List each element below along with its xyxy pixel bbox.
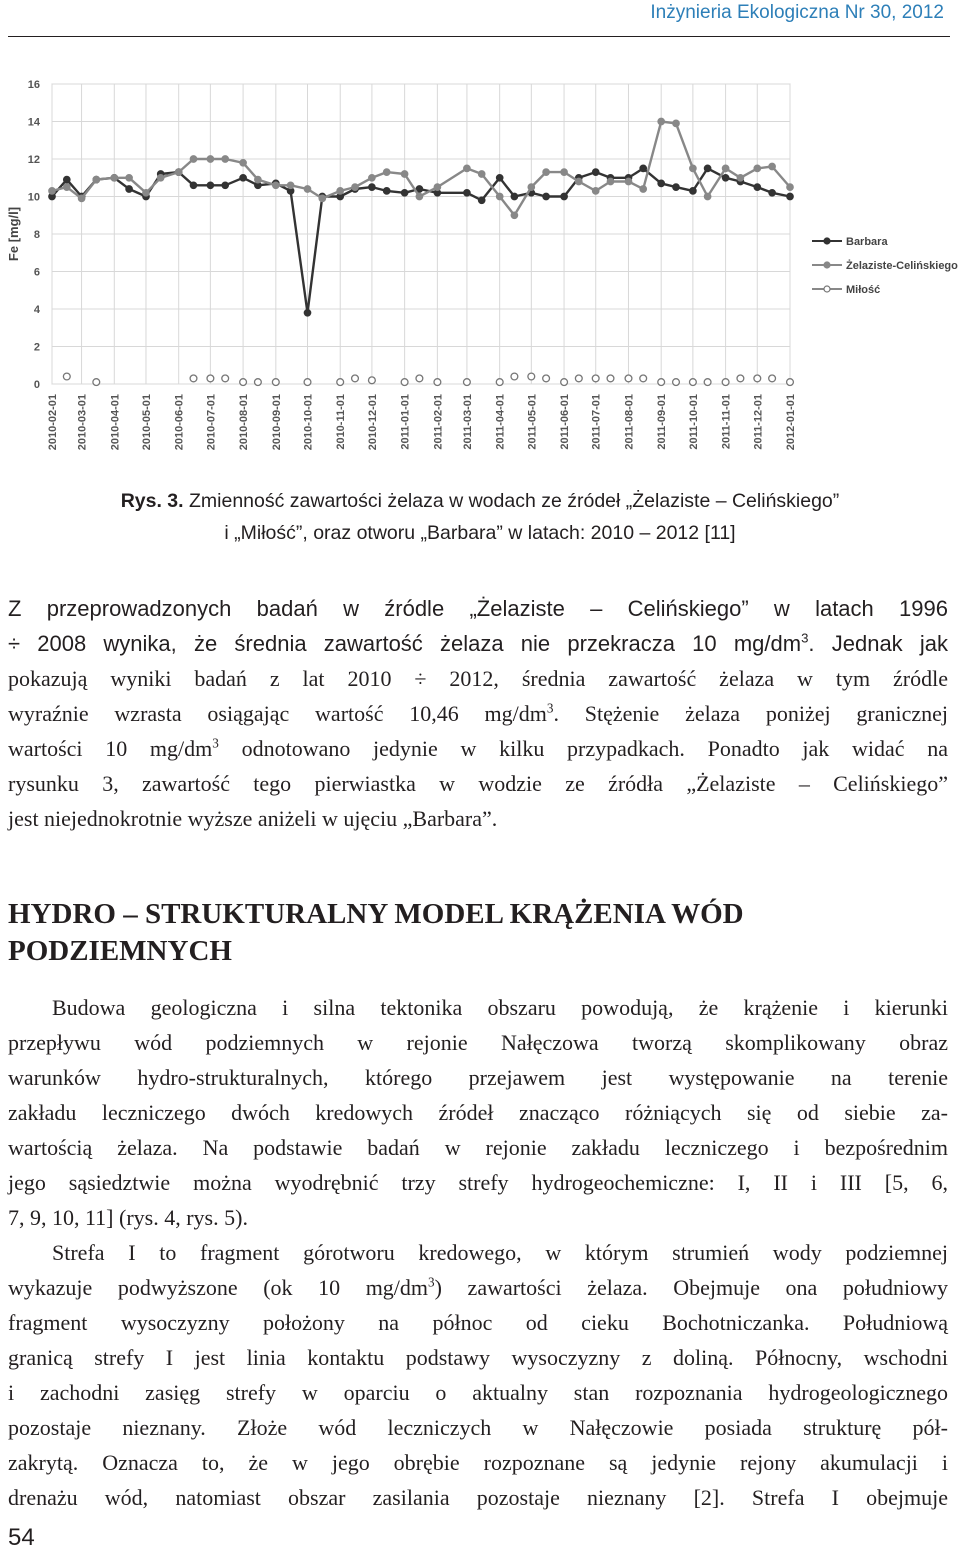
paragraph-text: . Stężenie żelaza poniżej granicznej (553, 701, 948, 726)
data-point (240, 175, 246, 181)
y-tick-label: 12 (27, 154, 40, 166)
data-point (304, 310, 310, 316)
data-point (369, 184, 375, 190)
data-point (190, 156, 196, 162)
paragraph-text: ) zawartości żelaza. Obejmuje ona południowy (434, 1275, 949, 1300)
figure-caption-text1: Zmienność zawartości żelaza w wodach ze źródeł „Żelaziste – Celińskiego” (189, 490, 840, 512)
running-header (0, 2, 960, 38)
data-point (625, 178, 631, 184)
data-point (576, 178, 582, 184)
x-tick-label: 2010-04-01 (109, 394, 122, 451)
data-point (287, 182, 293, 188)
section-heading-line1: HYDRO – STRUKTURALNY MODEL KRĄŻENIA WÓD (8, 898, 744, 930)
data-point (126, 175, 132, 181)
paragraph-line: przepływu wód podziemnych w rejonie Nałęczowa tworzą skomplikowany obraz (8, 1030, 948, 1055)
data-point (543, 375, 550, 382)
series-line (52, 122, 790, 216)
paragraph-text: wykazuje podwyższone (ok 10 mg/dm (8, 1275, 429, 1300)
data-point (511, 373, 518, 380)
paragraph-line (8, 731, 948, 766)
data-point (479, 197, 485, 203)
data-point (673, 120, 679, 126)
paragraph-line (8, 696, 948, 731)
data-point (673, 184, 679, 190)
data-point (769, 375, 776, 382)
data-point (704, 193, 710, 199)
paragraph-text: wyraźnie wzrasta osiągając wartość 10,46 mg/dm (8, 701, 547, 726)
data-point (497, 175, 503, 181)
data-point (737, 175, 743, 181)
data-point (704, 165, 710, 171)
data-point (416, 375, 423, 382)
data-point (255, 379, 262, 386)
paragraph-text: odnotowano jedynie w kilku przypadkach. Ponadto jak widać na (218, 736, 948, 761)
figure-label: Rys. 3. (120, 490, 184, 512)
paragraph-line: i zachodni zasięg strefy w oparciu o aktualny stan rozpoznania hydrogeologicznego (8, 1380, 948, 1405)
data-point (384, 188, 390, 194)
data-point (787, 379, 794, 386)
data-point (63, 373, 70, 380)
paragraph-line: zakrytą. Oznacza to, że w jego obrębie rozpoznane są jedynie rejony akumulacji i (8, 1450, 948, 1475)
superscript: 3 (801, 630, 809, 646)
legend-label: Miłość (846, 284, 881, 296)
paragraph-text: ÷ 2008 wynika, że średnia zawartość żelaza nie przekracza 10 mg/dm (8, 631, 802, 656)
data-point (93, 176, 99, 182)
x-tick-label: 2011-11-01 (720, 394, 733, 450)
data-point (690, 379, 697, 386)
x-tick-label: 2011-07-01 (590, 394, 603, 450)
paragraph-text: wartości 10 mg/dm (8, 736, 213, 761)
x-tick-label: 2011-04-01 (494, 394, 507, 450)
x-tick-label: 2010-02-01 (47, 394, 59, 451)
data-point (640, 186, 646, 192)
x-tick-label: 2010-11-01 (335, 394, 348, 450)
data-point (337, 188, 343, 194)
paragraph-line (8, 1270, 948, 1305)
legend-label: Barbara (846, 236, 888, 248)
x-tick-label: 2011-09-01 (656, 394, 669, 450)
x-tick-label: 2011-05-01 (526, 394, 539, 450)
data-point (222, 182, 228, 188)
paragraph-line: pozostaje nieznany. Złoże wód leczniczych w Nałęczowie posiada strukturę pół- (8, 1415, 948, 1440)
x-tick-label: 2010-09-01 (270, 394, 283, 451)
y-tick-label: 0 (33, 379, 40, 391)
data-point (401, 171, 407, 177)
data-point (722, 379, 729, 386)
paragraph-line: Strefa I to fragment górotworu kredowego, w którym strumień wody podziemnej (52, 1240, 948, 1265)
data-point (640, 165, 646, 171)
data-point (64, 184, 70, 190)
data-point (658, 118, 664, 124)
y-axis-label: Fe [mg/l] (6, 206, 21, 262)
x-tick-label: 2011-02-01 (432, 394, 445, 450)
data-point (352, 375, 359, 382)
data-point (673, 379, 680, 386)
paragraph-line: Z przeprowadzonych badań w źródle „Żelaziste – Celińskiego” w latach 1996 (8, 596, 948, 621)
y-tick-label: 6 (33, 266, 40, 279)
data-point (561, 379, 568, 386)
paragraph-line: drenażu wód, natomiast obszar zasilania pozostaje nieznany [2]. Strefa I obejmuje (8, 1485, 948, 1510)
legend-label: Żelaziste-Celińskiego (846, 260, 958, 272)
data-point (769, 163, 775, 169)
data-point (401, 379, 408, 386)
x-tick-label: 2011-10-01 (687, 394, 700, 450)
data-point (543, 193, 549, 199)
data-point (561, 169, 567, 175)
paragraph-line: jego sąsiedztwie można wyodrębnić trzy strefy hydrogeochemiczne: I, II i III [5, 6, (8, 1170, 948, 1195)
data-point (207, 375, 214, 382)
x-tick-label: 2010-10-01 (302, 394, 315, 451)
data-point (352, 184, 358, 190)
figure-chart (8, 60, 960, 480)
paragraph-line: fragment wysoczyzny położony na północ od cieku Bochotniczanka. Południową (8, 1310, 948, 1335)
data-point (658, 379, 665, 386)
data-point (190, 375, 197, 382)
data-point (690, 188, 696, 194)
data-point (93, 379, 100, 386)
data-point (593, 188, 599, 194)
data-point (207, 182, 213, 188)
paragraph-line: rysunku 3, zawartość tego pierwiastka w wodzie ze źródła „Żelaziste – Celińskiego” (8, 771, 948, 796)
data-point (78, 195, 84, 201)
data-point (464, 379, 471, 386)
data-point (111, 175, 117, 181)
data-point (464, 165, 470, 171)
x-tick-label: 2011-08-01 (623, 394, 636, 450)
data-point (528, 373, 535, 380)
data-point (337, 379, 344, 386)
legend-swatch-marker (824, 238, 830, 244)
data-point (176, 169, 182, 175)
x-tick-label: 2010-07-01 (205, 394, 218, 451)
data-point (49, 188, 55, 194)
x-tick-label: 2010-06-01 (173, 394, 186, 451)
paragraph-line: Budowa geologiczna i silna tektonika obszaru powodują, że krążenie i kierunki (52, 995, 948, 1020)
y-tick-label: 10 (27, 191, 40, 204)
legend-swatch-marker (824, 286, 830, 292)
data-point (722, 175, 728, 181)
x-tick-label: 2011-06-01 (559, 394, 572, 450)
data-point (64, 176, 70, 182)
data-point (255, 176, 261, 182)
data-point (464, 190, 470, 196)
data-point (737, 375, 744, 382)
figure-caption-line2: i „Miłość”, oraz otworu „Barbara” w latach: 2010 – 2012 [11] (224, 522, 736, 544)
paragraph-line: granicą strefy I jest linia kontaktu podstawy wysoczyzny z doliną. Północny, wschodni (8, 1345, 948, 1370)
data-point (384, 169, 390, 175)
data-point (754, 184, 760, 190)
header-divider (8, 36, 950, 37)
data-point (158, 175, 164, 181)
data-point (787, 184, 793, 190)
x-tick-label: 2010-05-01 (140, 394, 153, 451)
data-point (272, 379, 279, 386)
journal-title: Inżynieria Ekologiczna Nr 30, 2012 (650, 2, 944, 23)
data-point (528, 184, 534, 190)
data-point (658, 180, 664, 186)
data-point (401, 190, 407, 196)
data-point (240, 160, 246, 166)
page-number: 54 (8, 1524, 35, 1551)
data-point (607, 178, 613, 184)
data-point (754, 165, 760, 171)
y-tick-label: 16 (27, 79, 40, 91)
paragraph-line: jest niejednokrotnie wyższe aniżeli w ujęciu „Barbara”. (8, 806, 498, 831)
y-tick-label: 4 (33, 304, 40, 316)
data-point (434, 184, 440, 190)
legend-swatch-marker (824, 262, 830, 268)
data-point (561, 193, 567, 199)
iron-content-chart (8, 60, 960, 480)
data-point (593, 169, 599, 175)
y-tick-label: 8 (33, 229, 40, 241)
x-tick-label: 2012-01-01 (785, 394, 797, 451)
paragraph-text: . Jednak jak (808, 631, 949, 656)
data-point (722, 165, 728, 171)
data-point (575, 375, 582, 382)
paragraph-line: 7, 9, 10, 11] (rys. 4, rys. 5). (8, 1205, 248, 1230)
x-tick-label: 2011-01-01 (399, 394, 412, 450)
x-tick-label: 2011-03-01 (461, 394, 474, 450)
data-point (625, 375, 632, 382)
data-point (126, 186, 132, 192)
data-point (769, 190, 775, 196)
y-tick-label: 2 (33, 341, 40, 354)
paragraph-line: zakładu leczniczego dwóch kredowych źródeł znacząco różniących się od siebie za- (8, 1100, 948, 1125)
data-point (704, 379, 711, 386)
data-point (497, 193, 503, 199)
paragraph-line: warunków hydro-strukturalnych, którego przejawem jest występowanie na terenie (8, 1065, 948, 1090)
data-point (496, 379, 503, 386)
x-tick-label: 2011-12-01 (752, 394, 765, 450)
x-tick-label: 2010-12-01 (366, 394, 379, 451)
data-point (240, 379, 247, 386)
data-point (222, 156, 228, 162)
data-point (640, 375, 647, 382)
data-point (304, 379, 311, 386)
data-point (190, 182, 196, 188)
data-point (607, 375, 614, 382)
data-point (273, 182, 279, 188)
figure-caption-line1 (0, 485, 960, 518)
data-point (222, 375, 229, 382)
x-tick-label: 2010-03-01 (76, 394, 89, 451)
y-tick-label: 14 (27, 116, 40, 129)
data-point (754, 375, 761, 382)
data-point (416, 193, 422, 199)
data-point (511, 193, 517, 199)
data-point (479, 171, 485, 177)
section-heading-line2: PODZIEMNYCH (8, 935, 232, 967)
data-point (319, 195, 325, 201)
superscript: 3 (212, 735, 219, 751)
paragraph-line: wartością żelaza. Na podstawie badań w rejonie zakładu leczniczego i bezpośrednim (8, 1135, 948, 1160)
data-point (690, 165, 696, 171)
data-point (511, 212, 517, 218)
data-point (369, 175, 375, 181)
data-point (143, 190, 149, 196)
superscript: 3 (546, 700, 554, 716)
x-tick-label: 2010-08-01 (238, 394, 251, 451)
data-point (369, 377, 376, 384)
data-point (434, 379, 441, 386)
data-point (207, 156, 213, 162)
data-point (304, 186, 310, 192)
superscript: 3 (428, 1274, 435, 1290)
data-point (592, 375, 599, 382)
paragraph-line (8, 626, 948, 661)
data-point (543, 169, 549, 175)
paragraph-line: pokazują wyniki badań z lat 2010 ÷ 2012, średnia zawartość żelaza w tym źródle (8, 666, 948, 691)
data-point (787, 193, 793, 199)
